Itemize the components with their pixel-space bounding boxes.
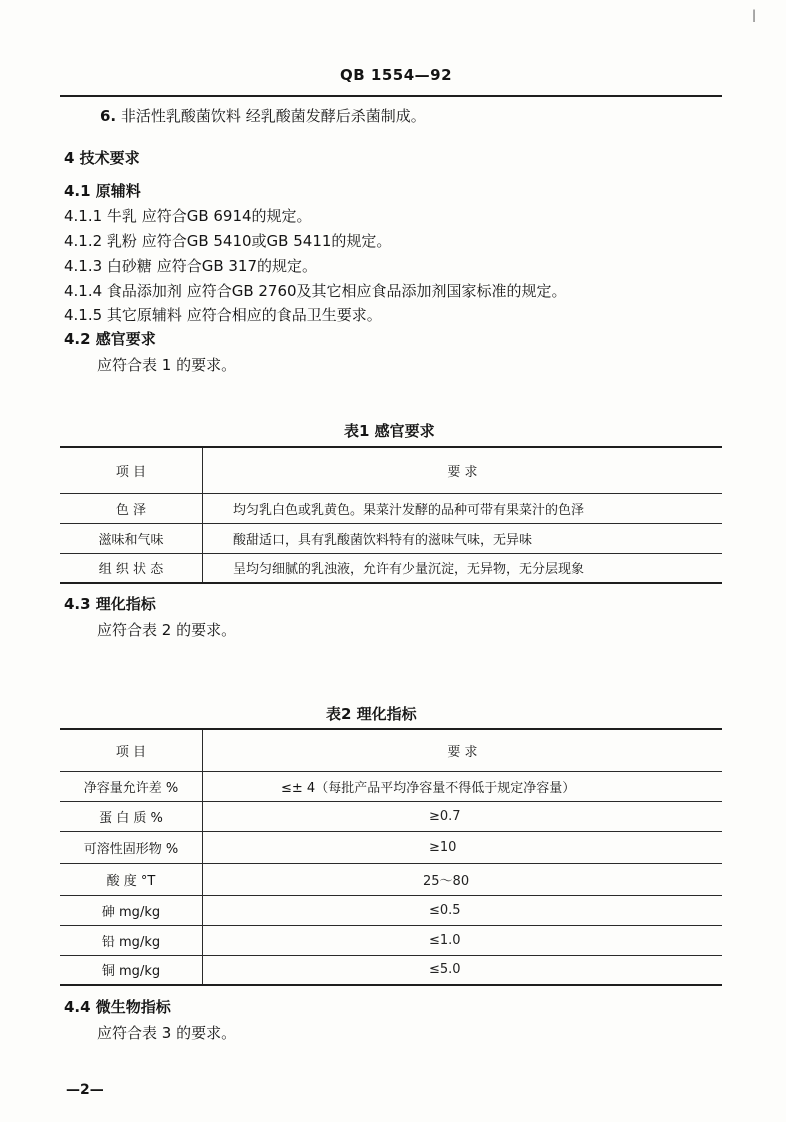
table-2 (60, 728, 722, 986)
section-4-3-title: 4.3 理化指标 (64, 595, 156, 613)
table-1-item: 组 织 状 态 (60, 553, 203, 583)
table-row (60, 493, 722, 523)
table-2-item: 砷 mg/kg (60, 895, 203, 925)
section-4-4-title: 4.4 微生物指标 (64, 998, 171, 1016)
section-4-2-title: 4.2 感官要求 (64, 330, 156, 348)
clause-4-1-3: 4.1.3 白砂糖 应符合GB 317的规定。 (64, 257, 318, 275)
table-row (60, 863, 722, 895)
standard-code-header: QB 1554—92 (340, 66, 453, 84)
section-4-3-body: 应符合表 2 的要求。 (97, 621, 237, 639)
table-1-header-req: 要 求 (447, 464, 478, 480)
table-2-req: ≥10 (203, 831, 723, 863)
table-2-item: 铜 mg/kg (60, 955, 203, 985)
intro-item-number: 6. (100, 107, 117, 125)
intro-item (100, 105, 426, 126)
section-4-2-body: 应符合表 1 的要求。 (97, 356, 237, 374)
table-row (60, 523, 722, 553)
page-number: —2— (66, 1082, 104, 1098)
table-1-item: 色 泽 (60, 493, 203, 523)
section-4-1-title: 4.1 原辅料 (64, 182, 141, 200)
table-row (60, 553, 722, 583)
table-2-req: ≤1.0 (203, 925, 723, 955)
table-row (60, 831, 722, 863)
clause-4-1-2: 4.1.2 乳粉 应符合GB 5410或GB 5411的规定。 (64, 232, 392, 250)
section-4-title: 4 技术要求 (64, 149, 140, 167)
table-2-caption: 表2 理化指标 (326, 705, 417, 723)
table-1-header-item: 项 目 (60, 447, 203, 493)
table-row (60, 801, 722, 831)
clause-4-1-4: 4.1.4 食品添加剂 应符合GB 2760及其它相应食品添加剂国家标准的规定。 (64, 282, 567, 300)
table-1-caption: 表1 感官要求 (344, 422, 435, 440)
table-2-item: 铅 mg/kg (60, 925, 203, 955)
table-1-req: 呈均匀细腻的乳浊液，允许有少量沉淀，无异物，无分层现象 (203, 553, 723, 583)
intro-item-text: 非活性乳酸菌饮料 经乳酸菌发酵后杀菌制成。 (120, 107, 426, 125)
table-2-header-row (60, 729, 722, 771)
table-1-header-row (60, 447, 722, 493)
table-2-item: 酸 度 °T (60, 863, 203, 895)
clause-4-1-1: 4.1.1 牛乳 应符合GB 6914的规定。 (64, 207, 312, 225)
table-1 (60, 446, 722, 584)
table-2-req: ≥0.7 (203, 801, 723, 831)
table-1-req: 酸甜适口，具有乳酸菌饮料特有的滋味气味，无异味 (203, 523, 723, 553)
clause-4-1-5: 4.1.5 其它原辅料 应符合相应的食品卫生要求。 (64, 306, 382, 324)
table-2-item: 净容量允许差 % (60, 771, 203, 801)
table-2-req: ≤0.5 (203, 895, 723, 925)
table-row (60, 895, 722, 925)
table-row (60, 955, 722, 985)
table-2-header-item: 项 目 (60, 729, 203, 771)
table-2-item: 蛋 白 质 % (60, 801, 203, 831)
table-2-header-req: 要 求 (447, 744, 478, 760)
table-1-item: 滋味和气味 (60, 523, 203, 553)
table-2-req: 25～80 (203, 863, 723, 895)
section-4-4-body: 应符合表 3 的要求。 (97, 1024, 237, 1042)
table-row (60, 771, 722, 801)
table-2-item: 可溶性固形物 % (60, 831, 203, 863)
table-row (60, 925, 722, 955)
table-1-req: 均匀乳白色或乳黄色。果菜汁发酵的品种可带有果菜汁的色泽 (203, 493, 723, 523)
header-rule (60, 95, 722, 97)
margin-mark: | (752, 8, 757, 22)
table-2-req: ≤5.0 (203, 955, 723, 985)
table-2-req: ≤± 4（每批产品平均净容量不得低于规定净容量） (203, 771, 723, 801)
